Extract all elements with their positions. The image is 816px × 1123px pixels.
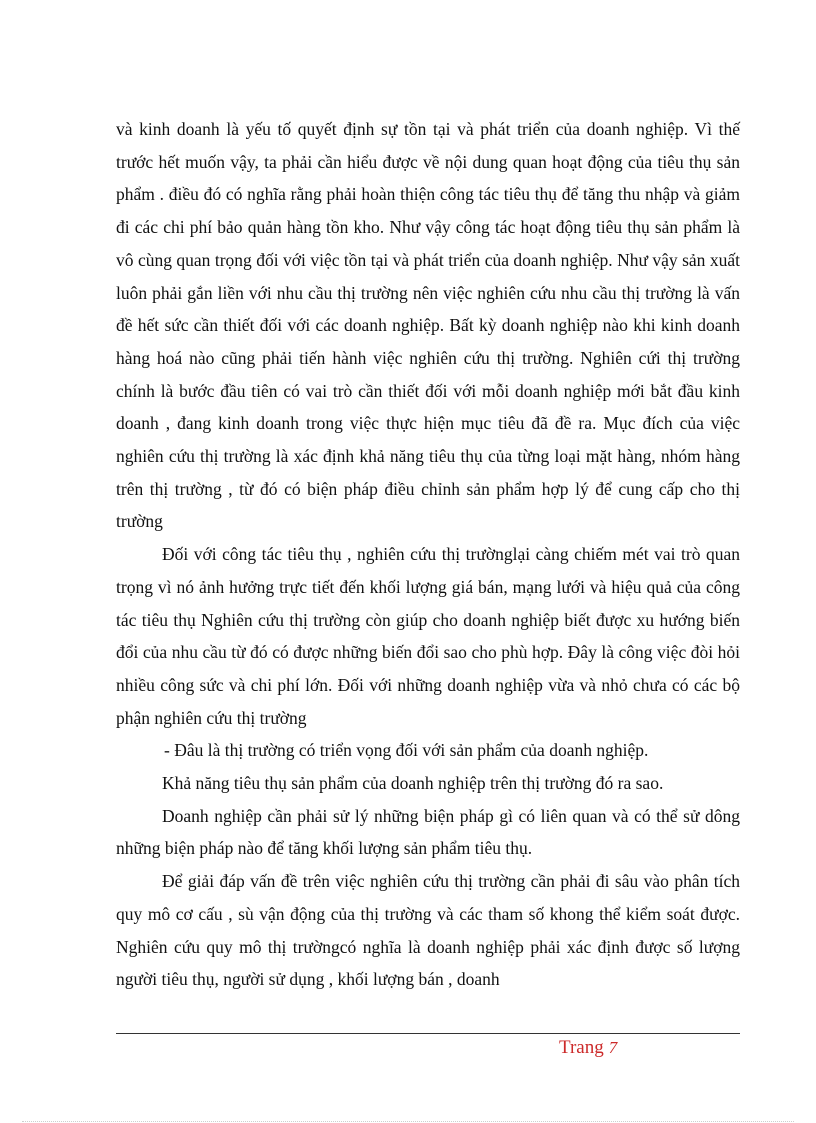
paragraph-consumption-capacity: Khả năng tiêu thụ sản phẩm của doanh nghiệp trên thị trường đó ra sao. [162,773,664,794]
bullet-item-market-prospects: - Đâu là thị trường có triển vọng đối với sản phẩm của doanh nghiệp. [164,740,649,761]
footer-page-number: 7 [608,1038,618,1057]
paragraph-market-research-role: Đối với công tác tiêu thụ , nghiên cứu thị trườnglại càng chiếm mét vai trò quan trọng vì nó ảnh hưởng trực tiết đến khối lượng giá bán, mạng lưới và hiệu quả của công tác tiêu thụ Nghiên cứu thị trường còn giúp cho doanh nghiệp biết được xu hướng biến đổi của nhu cầu từ đó có được những biến đổi sao cho phù hợp. Đây là công việc đòi hỏi nhiều công sức và chi phí lớn. Đối với những doanh nghiệp vừa và nhỏ chưa có các bộ phận nghiên cứu thị trường [116,544,740,728]
paragraph-market-scale: Để giải đáp vấn đề trên việc nghiên cứu thị trường cần phải đi sâu vào phân tích quy mô cơ cấu , sù vận động của thị trường và các tham số khong thể kiểm soát được. Nghiên cứu quy mô thị trườngcó nghĩa là doanh nghiệp phải xác định được số lượng người tiêu thụ, người sử dụng , khối lượng bán , doanh [116,871,740,990]
paragraph-continuation: và kinh doanh là yếu tố quyết định sự tồn tại và phát triển của doanh nghiệp. Vì thế trước hết muốn vậy, ta phải cần hiểu được về nội dung quan hoạt động của tiêu thụ sản phẩm . điều đó có nghĩa rằng phải hoàn thiện công tác tiêu thụ để tăng thu nhập và giảm đi các chi phí bảo quản hàng tồn kho. Như vậy công tác hoạt động tiêu thụ sản phẩm là vô cùng quan trọng đối với việc tồn tại và phát triển của doanh nghiệp. Như vậy sản xuất luôn phải gắn liền với nhu cầu thị trường nên việc nghiên cứu nhu cầu thị trường là vấn đề hết sức cần thiết đối với các doanh nghiệp. Bất kỳ doanh nghiệp nào khi kinh doanh hàng hoá nào cũng phải tiến hành việc nghiên cứu thị trường. Nghiên cứi thị trường chính là bước đầu tiên có vai trò cần thiết đối với mỗi doanh nghiệp mới bắt đầu kinh doanh , đang kinh doanh trong việc thực hiện mục tiêu đã đề ra. Mục đích của việc nghiên cứu thị trường là xác định khả năng tiêu thụ của từng loại mặt hàng, nhóm hàng trên thị trường , từ đó có biện pháp điều chỉnh sản phẩm hợp lý để cung cấp cho thị trường [116,119,740,532]
footer-divider [116,1033,740,1034]
page-bottom-edge [22,1121,794,1122]
page-footer [559,1037,617,1059]
paragraph-measures: Doanh nghiệp cần phải sử lý những biện pháp gì có liên quan và có thể sử dông những biện pháp nào để tăng khối lượng sản phẩm tiêu thụ. [116,805,740,859]
footer-page-label: Trang [559,1037,604,1058]
document-body [116,113,740,996]
